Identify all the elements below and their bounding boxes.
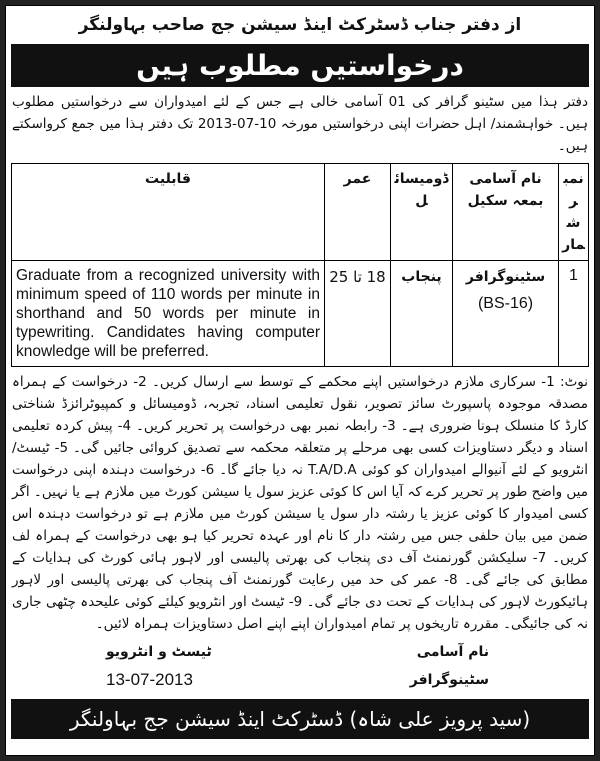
signature-banner: (سید پرویز علی شاہ) ڈسٹرکٹ اینڈ سیشن جج بہاولنگر [11,699,589,739]
table-header-row [12,164,589,261]
office-heading: از دفتر جناب ڈسٹرکٹ اینڈ سیشن جج صاحب بہاولنگر [78,15,522,35]
schedule-block [11,641,589,691]
post-value: سٹینوگرافر [409,672,489,688]
advertisement-body [5,5,595,756]
cell-domicile: پنجاب [391,261,453,367]
post-name: سٹینوگرافر [465,269,546,285]
test-label: ٹیسٹ و انٹرویو [106,644,212,660]
header-domicile: ڈومیسائل [391,164,453,261]
notes-paragraph: نوٹ: 1- سرکاری ملازم درخواستیں اپنے محکمے کے توسط سے ارسال کریں۔ 2- درخواست کے ہمراہ مصدقہ موجودہ پاسپورٹ سائز تصویر، نقول تعلیمی اسناد، تجربہ، ڈومیسائل و کمپیوٹرائزڈ شناختی کارڈ کا منسلک ہونا ضروری ہے۔ 3- رابطہ نمبر بھی درخواست پر تحریر کریں۔ 4- پیش کردہ تعلیمی اسناد و دیگر دستاویزات کسی بھی مرحلے پر متعلقہ محکمہ سے تصدیق کروائی جائیں گی۔ 5- ٹیسٹ/ انٹرویو کے لئے آنیوالے امیدواران کو کوئی T.A/D.A نہ دیا جائے گا۔ 6- درخواست دہندہ اپنی درخواست میں واضح طور پر تحریر کرے کہ آیا اس کا کوئی عزیز سول یا سیشن کورٹ میں ملازم ہے یا نہیں۔ اگر کسی امیدوار کا کوئی عزیز یا رشتہ دار سول یا سیشن کورٹ میں ملازم ہے تو درخواست دہندہ اس ضمن میں بیان حلفی جس میں رشتہ دار کا نام اور عہدہ تحریر کیا ہو بھی درخواست کے ہمراہ لف کریں۔ 7- سلیکشن گورنمنٹ آف دی پنجاب کی بھرتی پالیسی اور لاہور ہائی کورٹ کی ہدایات کے مطابق کی جائے گی۔ 8- عمر کی حد میں رعایت گورنمنٹ آف پنجاب کی بھرتی پالیسی اور لاہور ہائیکورٹ لاہور کی ہدایات کے تحت دی جائے گی۔ 9- ٹیسٹ اور انٹرویو کیلئے کوئی علیحدہ چٹھی جاری نہ کی جائیگی۔ مقررہ تاریخوں پر تمام امیدواران اپنے اپنے اصل دستاویزات ہمراہ لائیں۔ [12,374,589,632]
cell-qualification: Graduate from a recognized university with minimum speed of 110 words per minute in shorthand and 50 words per minute in typewriting. Candidates having computer knowledge will be preferred. [12,261,325,367]
cell-post [453,261,559,367]
header-age: عمر [325,164,391,261]
header-serial: نمبر شمار [559,164,589,261]
post-label: نام آسامی [416,644,489,660]
header-qualification: قابلیت [12,164,325,261]
header-post: نام آسامی بمعہ سکیل [453,164,559,261]
cell-age: 18 تا 25 [325,261,391,367]
cell-serial: 1 [559,261,589,367]
post-scale: (BS-16) [477,295,534,312]
intro-paragraph: دفتر ہذا میں سٹینو گرافر کی 01 آسامی خالی ہے جس کے لئے امیدواران سے درخواستیں مطلوب ہیں۔ خواہشمند/ اہل حضرات اپنی درخواستیں مورخہ 10-07-2013 تک دفتر ہذا میں جمع کرواسکتے ہیں۔ [12,94,588,154]
table-row [12,261,589,367]
vacancy-table [11,163,589,367]
test-date: 13-07-2013 [106,670,193,689]
title-banner: درخواستیں مطلوب ہیں [11,44,589,87]
